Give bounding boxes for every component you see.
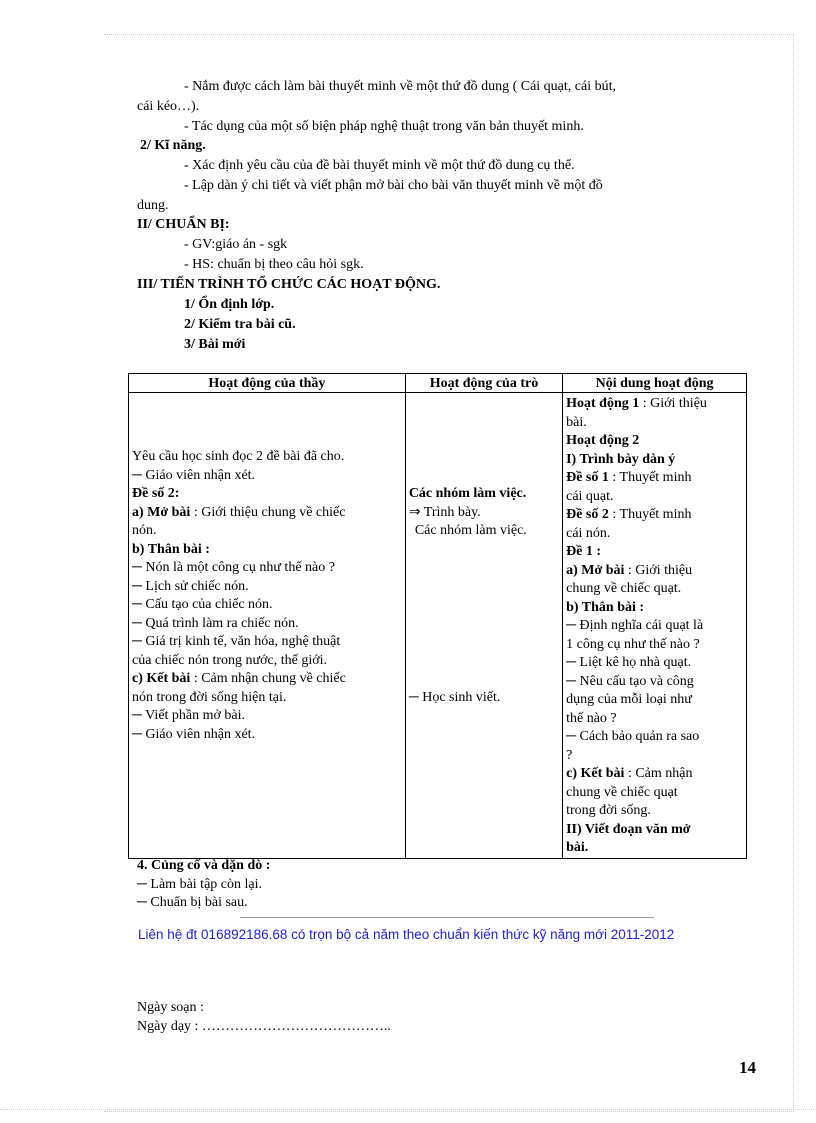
content-line: ─ Nêu cấu tạo và công [566, 673, 694, 689]
content-line: Hoạt động 2 [566, 433, 640, 448]
consolidation-heading: 4. Củng cố và dặn dò : [137, 858, 271, 873]
skill-line-2-cont: dung. [137, 198, 169, 213]
content-line: chung về chiếc quạt [566, 784, 678, 800]
content-line: dụng của mỗi loại như [566, 692, 692, 707]
content-line: bài. [566, 414, 587, 430]
content-line: bài. [566, 840, 589, 855]
teacher-line: nón trong đời sống hiện tại. [132, 689, 287, 705]
content-line: cái nón. [566, 525, 611, 541]
skill-line-1: - Xác định yêu cầu của đề bài thuyết minh về một thứ đồ dung cụ thể. [184, 158, 575, 173]
skill-line-2: - Lập dàn ý chi tiết và viết phận mở bài cho bài văn thuyết minh về một đồ [184, 178, 603, 193]
content-line: Đề 1 : [566, 544, 602, 559]
content-line: ─ Cách bảo quản ra sao [566, 729, 700, 744]
process-step-3: 3/ Bài mới [184, 337, 246, 352]
objective-knowledge-line: - Nắm được cách làm bài thuyết minh về một thứ đồ dung ( Cái quạt, cái bút, [184, 79, 616, 94]
activity-table [128, 373, 747, 859]
student-line: Các nhóm làm việc. [408, 486, 527, 501]
content-line: ─ Liệt kê họ nhà quạt. [566, 655, 692, 670]
teacher-line: ─ Giá trị kinh tế, văn hóa, nghệ thuật [132, 634, 341, 649]
content-line: thế nào ? [566, 710, 617, 726]
teacher-cell [129, 393, 406, 859]
content-line: c) Kết bài : Cảm nhận [566, 766, 693, 781]
teacher-line: c) Kết bài : Cảm nhận chung về chiếc [132, 671, 346, 686]
teacher-line: Yêu cầu học sinh đọc 2 đề bài đã cho. [132, 449, 345, 464]
content-line: trong đời sống. [566, 803, 651, 818]
content-line: II) Viết đoạn văn mở [566, 821, 691, 837]
date-prepared: Ngày soạn : [137, 1000, 204, 1015]
content-line: chung về chiếc quạt. [566, 581, 682, 596]
content-line: I) Trình bày dàn ý [566, 451, 676, 467]
content-cell [563, 393, 747, 859]
content-line: a) Mở bài : Giới thiệu [566, 562, 693, 578]
content-line: b) Thân bài : [566, 599, 645, 615]
header-teacher: Hoạt động của thầy [129, 374, 406, 393]
student-line: ─ Học sinh viết. [408, 689, 501, 705]
content-line: ─ Định nghĩa cái quạt là [566, 618, 704, 633]
teacher-line: ─ Viết phần mở bài. [132, 708, 246, 723]
page-number: 14 [739, 1058, 756, 1077]
process-step-1: 1/ Ổn định lớp. [184, 297, 275, 312]
teacher-line: ─ Cấu tạo của chiếc nón. [132, 597, 273, 612]
skills-heading: 2/ Kĩ năng. [140, 138, 206, 153]
content-line: 1 công cụ như thế nào ? [566, 636, 700, 652]
consolidation-line-1: ─ Làm bài tập còn lại. [137, 877, 262, 892]
teacher-line: ─ Giáo viên nhận xét. [132, 726, 256, 742]
objective-technique-line: - Tác dụng của một số biện pháp nghệ thuật trong văn bản thuyết minh. [184, 119, 584, 134]
student-cell [405, 393, 562, 859]
student-line: ⇒ Trình bày. [408, 504, 481, 520]
bottom-dotted-rule [0, 1109, 816, 1110]
table-header-row [129, 374, 747, 393]
teacher-line: b) Thân bài : [132, 541, 210, 557]
teacher-line: ─ Giáo viên nhận xét. [132, 467, 256, 483]
content-line: Đề số 2 : Thuyết minh [566, 507, 692, 522]
content-line: Hoạt động 1 : Giới thiệu [566, 396, 707, 411]
teacher-line: nón. [132, 523, 157, 538]
header-content: Nội dung hoạt động [563, 374, 747, 393]
student-line: Các nhóm làm việc. [414, 523, 527, 538]
content-line: ? [566, 747, 573, 763]
prep-heading: II/ CHUẨN BỊ: [137, 217, 230, 232]
process-heading: III/ TIẾN TRÌNH TỔ CHỨC CÁC HOẠT ĐỘNG. [137, 277, 441, 292]
consolidation-line-2: ─ Chuẩn bị bài sau. [137, 895, 248, 910]
teacher-line: Đề số 2: [132, 486, 180, 501]
prep-gv: - GV:giáo án - sgk [184, 237, 288, 252]
content-line: cái quạt. [566, 488, 614, 504]
header-student: Hoạt động của trò [405, 374, 562, 393]
teacher-line: của chiếc nón trong nước, thế giới. [132, 652, 328, 668]
teacher-line: ─ Quá trình làm ra chiếc nón. [132, 615, 299, 631]
contact-info: Liên hệ đt 016892186.68 có trọn bộ cả năm theo chuẩn kiến thức kỹ năng mới 2011-2012 [138, 927, 675, 942]
process-step-2: 2/ Kiểm tra bài cũ. [184, 317, 296, 332]
prep-hs: - HS: chuẩn bị theo câu hỏi sgk. [184, 257, 364, 272]
teacher-line: ─ Nón là một công cụ như thế nào ? [132, 560, 335, 575]
teacher-line: ─ Lịch sử chiếc nón. [132, 578, 249, 594]
table-body-row [129, 393, 747, 859]
content-line: Đề số 1 : Thuyết minh [566, 470, 692, 485]
date-taught: Ngày dạy : ………………………………….. [137, 1019, 391, 1034]
objective-knowledge-line-cont: cái kéo…). [137, 99, 200, 114]
teacher-line: a) Mở bài : Giới thiệu chung về chiếc [132, 504, 346, 520]
footer-rule [240, 917, 654, 918]
